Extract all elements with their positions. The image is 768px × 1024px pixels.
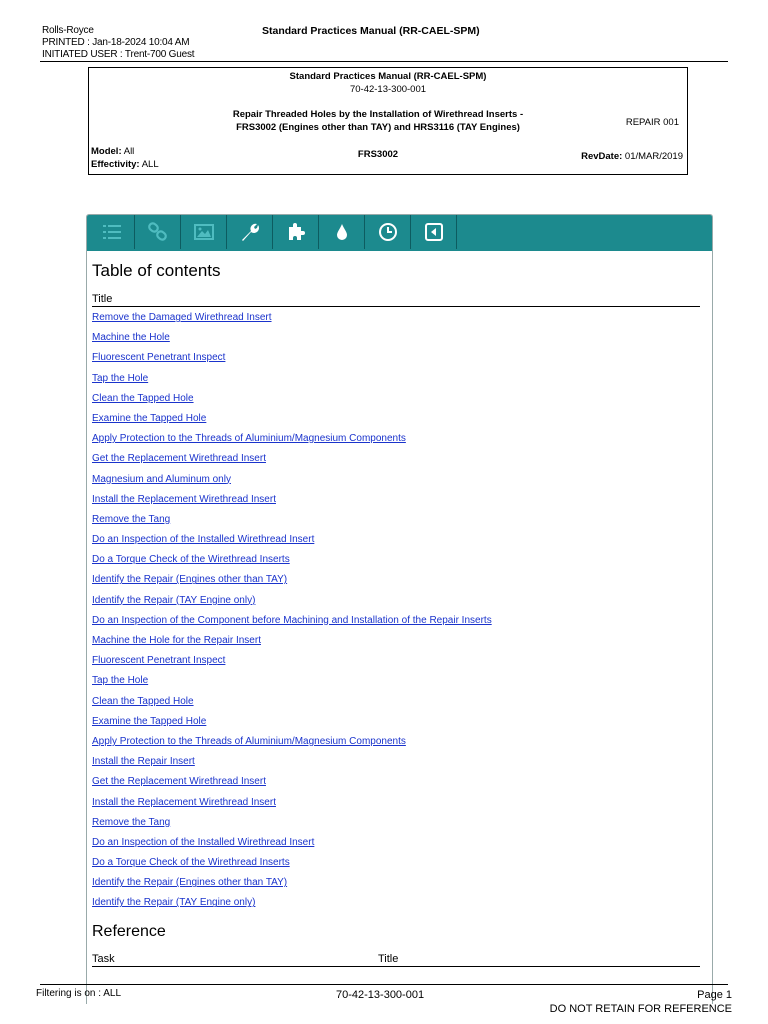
- company-name: Rolls-Royce: [42, 25, 94, 36]
- toc-item: [92, 311, 700, 331]
- toolbar-wrench-button[interactable]: [227, 215, 273, 249]
- image-icon: [193, 221, 215, 243]
- toc-item: [92, 331, 700, 351]
- toc-link[interactable]: Examine the Tapped Hole: [92, 412, 207, 424]
- toc-item: [92, 392, 700, 412]
- filter-status: Filtering is on : ALL: [36, 988, 122, 999]
- reference-col-title: Title: [378, 952, 399, 965]
- footer-doc-number: 70-42-13-300-001: [336, 989, 425, 1001]
- manual-title: Standard Practices Manual (RR-CAEL-SPM): [262, 25, 480, 37]
- link-icon: [147, 221, 169, 243]
- toc-link[interactable]: Remove the Damaged Wirethread Insert: [92, 312, 272, 323]
- toc-item: [92, 634, 700, 654]
- toc-item: [92, 573, 700, 593]
- toc-link[interactable]: Get the Replacement Wirethread Insert: [92, 776, 266, 788]
- print-info: [42, 25, 194, 61]
- toc-link[interactable]: Install the Replacement Wirethread Insert: [92, 493, 276, 505]
- toc-list: [92, 311, 700, 917]
- toc-link[interactable]: Clean the Tapped Hole: [92, 695, 194, 707]
- toc-item: [92, 533, 700, 553]
- toc-item: [92, 473, 700, 493]
- toc-link[interactable]: Remove the Tang: [92, 513, 171, 525]
- reference-col-task: Task: [92, 952, 115, 965]
- toc-item: [92, 493, 700, 513]
- wrench-icon: [239, 221, 261, 243]
- document-info-box: [88, 67, 688, 175]
- retain-notice: DO NOT RETAIN FOR REFERENCE: [549, 1003, 732, 1015]
- toc-item: [92, 553, 700, 573]
- toc-heading: Table of contents: [92, 261, 221, 280]
- toc-link[interactable]: Do a Torque Check of the Wirethread Inserts: [92, 857, 290, 869]
- toc-link[interactable]: Tap the Hole: [92, 675, 149, 687]
- repair-code: REPAIR 001: [625, 117, 679, 128]
- toc-item: [92, 796, 700, 816]
- effectivity-value: ALL: [141, 159, 159, 170]
- toc-item: [92, 513, 700, 533]
- page-number: Page 1: [697, 989, 732, 1001]
- toc-item: [92, 816, 700, 836]
- toc-item: [92, 896, 700, 916]
- reference-column-header: [92, 953, 700, 967]
- toc-item: [92, 372, 700, 392]
- toc-link[interactable]: Clean the Tapped Hole: [92, 392, 194, 404]
- toc-link[interactable]: Apply Protection to the Threads of Aluminium/Magnesium Components: [92, 433, 406, 445]
- docbox-title: Standard Practices Manual (RR-CAEL-SPM): [289, 71, 487, 82]
- toc-item: [92, 715, 700, 735]
- toc-link[interactable]: Install the Repair Insert: [92, 756, 195, 768]
- toc-link[interactable]: Do a Torque Check of the Wirethread Inserts: [92, 554, 290, 566]
- toolbar-image-button[interactable]: [181, 215, 227, 249]
- toc-item: [92, 836, 700, 856]
- toc-item: [92, 412, 700, 432]
- toc-item: [92, 614, 700, 634]
- toolbar: [87, 215, 712, 251]
- toc-link[interactable]: Get the Replacement Wirethread Insert: [92, 453, 266, 465]
- toc-link[interactable]: Identify the Repair (TAY Engine only): [92, 897, 256, 909]
- toc-link[interactable]: Identify the Repair (Engines other than TAY): [92, 877, 288, 889]
- header-divider: [40, 61, 728, 62]
- toolbar-link-button[interactable]: [135, 215, 181, 249]
- toc-item: [92, 452, 700, 472]
- revision-date: [581, 151, 683, 162]
- toc-link[interactable]: Machine the Hole for the Repair Insert: [92, 635, 261, 646]
- toc-item: [92, 654, 700, 674]
- toolbar-history-button[interactable]: [365, 215, 411, 249]
- toc-link[interactable]: Identify the Repair (Engines other than TAY): [92, 574, 288, 586]
- toc-link[interactable]: Remove the Tang: [92, 816, 171, 828]
- revdate-value: 01/MAR/2019: [624, 151, 683, 162]
- toc-item: [92, 695, 700, 715]
- toc-item: [92, 775, 700, 795]
- toc-link[interactable]: Apply Protection to the Threads of Aluminium/Magnesium Components: [92, 735, 406, 747]
- toc-link[interactable]: Do an Inspection of the Installed Wirethread Insert: [92, 534, 315, 546]
- toc-item: [92, 432, 700, 452]
- toolbar-parts-button[interactable]: [273, 215, 319, 249]
- docbox-frs: FRS3002: [357, 149, 399, 160]
- content-panel: [86, 214, 713, 1004]
- toolbar-back-button[interactable]: [411, 215, 457, 249]
- toolbar-consumables-button[interactable]: [319, 215, 365, 249]
- toc-link[interactable]: Fluorescent Penetrant Inspect: [92, 352, 226, 364]
- toc-link[interactable]: Examine the Tapped Hole: [92, 715, 207, 727]
- list-icon: [101, 221, 123, 243]
- docbox-doc-number: 70-42-13-300-001: [349, 84, 427, 95]
- reference-heading: Reference: [92, 922, 166, 940]
- clock-icon: [377, 221, 399, 243]
- toc-link[interactable]: Do an Inspection of the Component before Machining and Installation of the Repair Inserts: [92, 614, 492, 626]
- drop-icon: [331, 221, 353, 243]
- toc-item: [92, 674, 700, 694]
- printed-date: PRINTED : Jan-18-2024 10:04 AM: [42, 37, 190, 48]
- toc-item: [92, 594, 700, 614]
- back-icon: [423, 221, 445, 243]
- model-value: All: [123, 146, 135, 157]
- docbox-description: Repair Threaded Holes by the Installation of Wirethread Inserts - FRS3002 (Engines other than TAY) and HRS3116 (TAY Engines): [232, 109, 524, 133]
- toc-link[interactable]: Do an Inspection of the Installed Wirethread Insert: [92, 836, 315, 848]
- model-label: Model:: [91, 146, 122, 157]
- toc-link[interactable]: Install the Replacement Wirethread Insert: [92, 796, 276, 808]
- toc-link[interactable]: Identify the Repair (TAY Engine only): [92, 594, 256, 606]
- toc-link[interactable]: Machine the Hole: [92, 332, 170, 344]
- toc-link[interactable]: Tap the Hole: [92, 372, 149, 384]
- toc-link[interactable]: Magnesium and Aluminum only: [92, 473, 231, 485]
- toolbar-list-button[interactable]: [89, 215, 135, 249]
- toc-link[interactable]: Fluorescent Penetrant Inspect: [92, 655, 226, 667]
- toc-item: [92, 735, 700, 755]
- model-effectivity: [91, 145, 159, 171]
- toc-column-title: Title: [92, 293, 700, 307]
- toc-item: [92, 856, 700, 876]
- toc-item: [92, 351, 700, 371]
- effectivity-label: Effectivity:: [91, 159, 140, 170]
- toc-item: [92, 755, 700, 775]
- revdate-label: RevDate:: [581, 151, 623, 162]
- footer-divider: [40, 984, 728, 985]
- initiated-user: INITIATED USER : Trent-700 Guest: [42, 49, 195, 60]
- puzzle-icon: [285, 221, 307, 243]
- panel-content: [87, 261, 712, 967]
- toc-item: [92, 876, 700, 896]
